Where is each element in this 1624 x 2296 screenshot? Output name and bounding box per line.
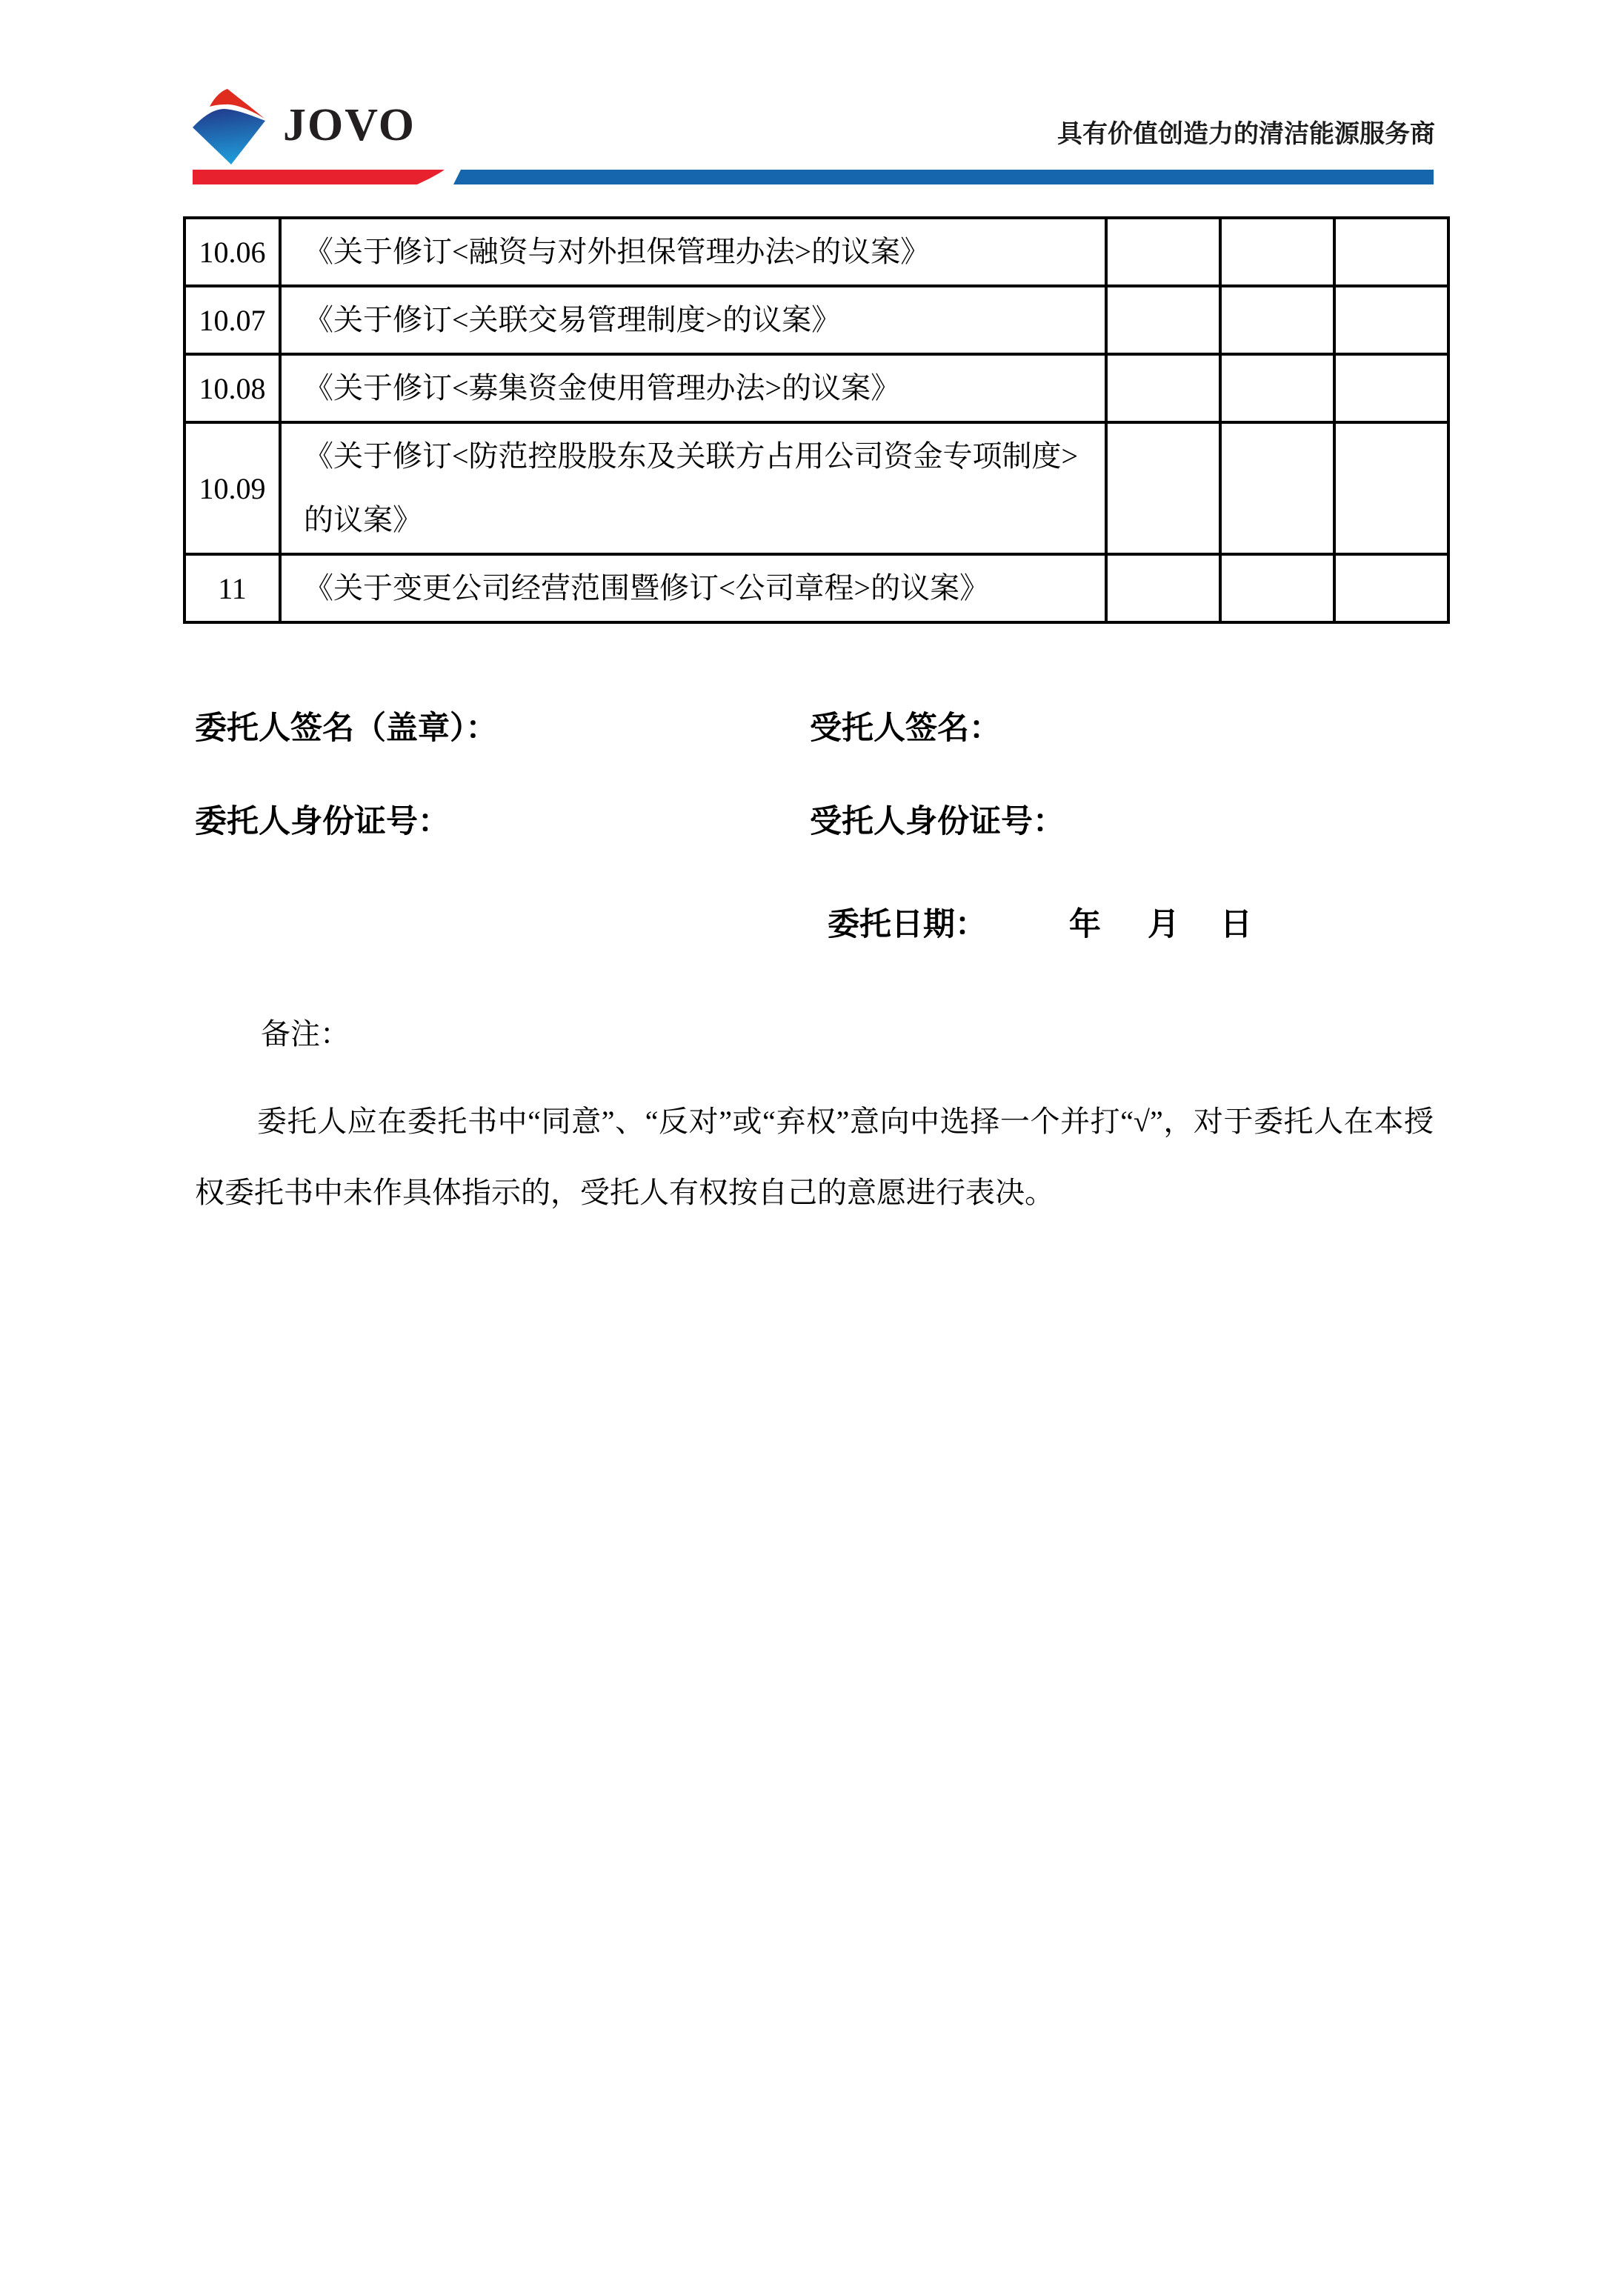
vote-cell (1334, 422, 1448, 554)
vote-cell (1220, 554, 1334, 622)
table-row (184, 218, 1448, 286)
proposal-number: 10.08 (184, 354, 280, 422)
proposal-number: 10.09 (184, 422, 280, 554)
notes-paragraph: 委托人应在委托书中“同意”、“反对”或“弃权”意向中选择一个并打“√”，对于委托人在本授权委托书中未作具体指示的，受托人有权按自己的意愿进行表决。 (195, 1105, 1434, 1209)
vote-cell (1334, 286, 1448, 354)
vote-cell (1220, 218, 1334, 286)
agent-signature-label: 受托人签名： (810, 711, 1001, 746)
proposals-table (183, 216, 1450, 624)
date-row (828, 906, 1252, 945)
principal-signature-label: 委托人签名（盖章）： (195, 711, 498, 746)
vote-cell (1106, 554, 1220, 622)
table-row (184, 286, 1448, 354)
proposal-title: 《关于修订<关联交易管理制度>的议案》 (280, 286, 1106, 354)
year-label: 年 (1069, 908, 1101, 942)
day-label: 日 (1220, 908, 1252, 942)
vote-cell (1334, 218, 1448, 286)
proposal-title: 《关于修订<募集资金使用管理办法>的议案》 (280, 354, 1106, 422)
month-label: 月 (1148, 908, 1179, 942)
date-label: 委托日期： (828, 908, 987, 942)
vote-cell (1106, 354, 1220, 422)
proposal-title: 《关于修订<防范控股股东及关联方占用公司资金专项制度>的议案》 (280, 422, 1106, 554)
proposal-number: 10.07 (184, 286, 280, 354)
proposal-number: 11 (184, 554, 280, 622)
vote-cell (1106, 422, 1220, 554)
vote-cell (1220, 286, 1334, 354)
proposal-number: 10.06 (184, 218, 280, 286)
jovo-diamond-logo-icon (190, 76, 267, 167)
vote-cell (1106, 218, 1220, 286)
agent-id-label: 受托人身份证号： (810, 805, 1065, 839)
vote-cell (1220, 354, 1334, 422)
vote-cell (1334, 554, 1448, 622)
vote-cell (1220, 422, 1334, 554)
vote-cell (1334, 354, 1448, 422)
company-tagline: 具有价值创造力的清洁能源服务商 (1057, 120, 1435, 148)
notes-label: 备注： (261, 1017, 350, 1051)
table-row (184, 422, 1448, 554)
header-rule-divider (193, 170, 1434, 184)
principal-id-label: 委托人身份证号： (195, 805, 450, 839)
proposal-title: 《关于修订<融资与对外担保管理办法>的议案》 (280, 218, 1106, 286)
table-row (184, 354, 1448, 422)
proposal-title: 《关于变更公司经营范围暨修订<公司章程>的议案》 (280, 554, 1106, 622)
brand-logotype: JOVO (283, 100, 416, 150)
vote-cell (1106, 286, 1220, 354)
table-row (184, 554, 1448, 622)
